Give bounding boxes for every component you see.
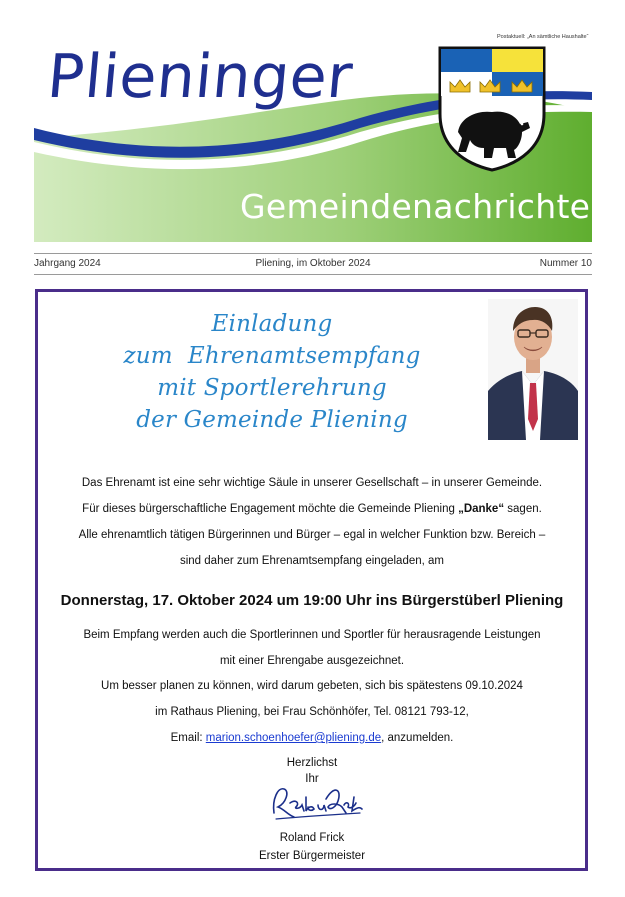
postal-note: Postaktuell: „An sämtliche Haushalte“ bbox=[497, 34, 589, 40]
paragraph2-line-3: Um besser planen zu können, wird darum gebeten, sich bis spätestens 09.10.2024 bbox=[101, 680, 523, 692]
headline-line-4: der Gemeinde Pliening bbox=[136, 407, 408, 433]
headline-line-1: Einladung bbox=[211, 311, 333, 337]
email-line bbox=[38, 732, 586, 744]
invitation-headline bbox=[62, 308, 482, 436]
signer-name: Roland Frick bbox=[279, 832, 345, 844]
danke-emphasis: „Danke“ bbox=[458, 503, 505, 515]
portrait-image bbox=[488, 299, 578, 440]
paragraph-line-2 bbox=[38, 503, 586, 515]
email-suffix: , anzumelden. bbox=[381, 732, 454, 744]
closing-ihr: Ihr bbox=[305, 773, 319, 785]
paragraph-line-4: sind daher zum Ehrenamtsempfang eingeladen, am bbox=[179, 555, 445, 567]
paragraph-line-2-end: sagen. bbox=[504, 503, 542, 515]
handwritten-signature bbox=[268, 777, 364, 825]
paragraph2-line-2: mit einer Ehrengabe ausgezeichnet. bbox=[219, 655, 405, 667]
email-prefix: Email: bbox=[170, 732, 206, 744]
email-link[interactable]: marion.schoenhoefer@pliening.de bbox=[205, 732, 382, 744]
issue-number: Nummer 10 bbox=[539, 258, 592, 269]
mayor-portrait bbox=[488, 299, 578, 440]
paragraph-line-3: Alle ehrenamtlich tätigen Bürgerinnen und Bürger – egal in welcher Funktion bzw. Bereich – bbox=[78, 529, 546, 541]
paragraph2-line-1: Beim Empfang werden auch die Sportlerinnen und Sportler für herausragende Leistungen bbox=[83, 629, 541, 641]
issue-year: Jahrgang 2024 bbox=[34, 258, 101, 269]
paragraph2-line-4: im Rathaus Pliening, bei Frau Schönhöfer, Tel. 08121 793-12, bbox=[155, 706, 469, 718]
paragraph-line-2-text: Für dieses bürgerschaftliche Engagement möchte die Gemeinde Pliening bbox=[82, 503, 459, 515]
headline-line-3: mit Sportlerehrung bbox=[157, 375, 387, 401]
newsletter-subtitle: Gemeindenachrichten bbox=[240, 187, 612, 226]
closing-greeting: Herzlichst bbox=[286, 757, 338, 769]
newsletter-title: Plieninger bbox=[44, 42, 356, 112]
coat-of-arms-logo bbox=[436, 44, 548, 172]
issue-place-date: Pliening, im Oktober 2024 bbox=[255, 258, 371, 269]
issue-info-bar bbox=[34, 253, 592, 275]
event-date-location: Donnerstag, 17. Oktober 2024 um 19:00 Uhr ins Bürgerstüberl Pliening bbox=[60, 592, 564, 609]
headline-line-2: zum Ehrenamtsempfang bbox=[123, 343, 421, 369]
signer-title: Erster Bürgermeister bbox=[258, 850, 366, 862]
paragraph-line-1: Das Ehrenamt ist eine sehr wichtige Säule in unserer Gesellschaft – in unserer Gemeinde. bbox=[81, 477, 543, 489]
